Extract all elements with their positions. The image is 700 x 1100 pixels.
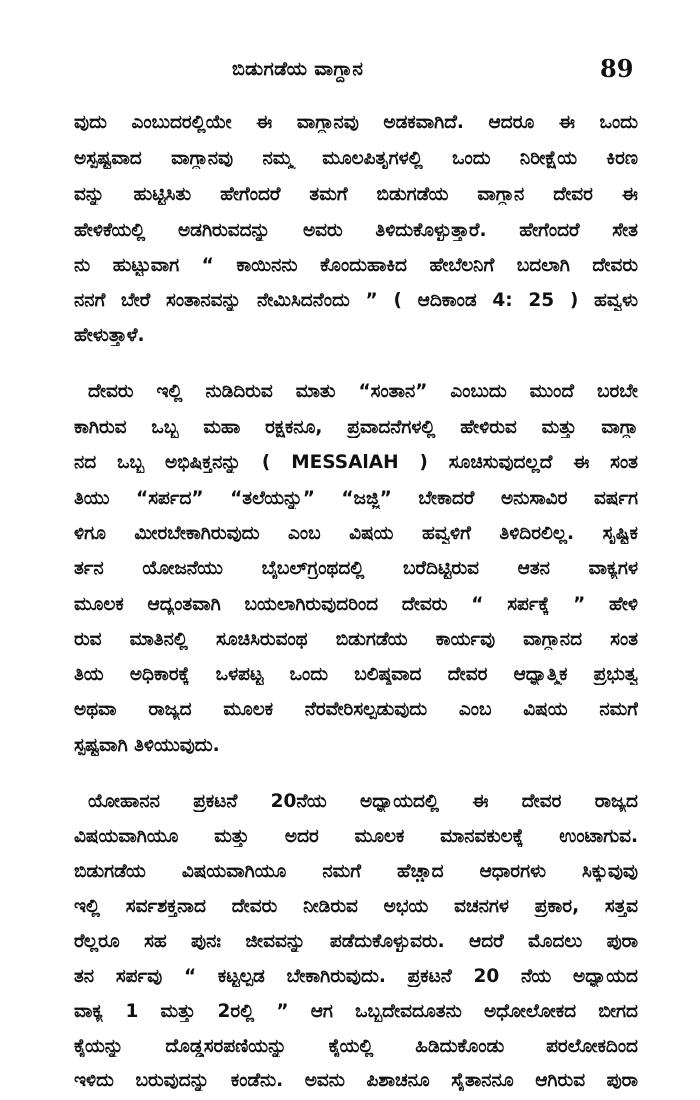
text-line: ಇಲ್ಲಿ ಸರ್ವಶಕ್ತನಾದ ದೇವರು ನೀಡಿರುವ ಅಭಯ ವಚನಗಳ ಪ್ರಕಾರ, ಸತ್ತವ [74, 898, 638, 917]
text-line: ರ್ತನ ಯೋಜನೆಯು ಬೈಬಲ್‌ಗ್ರಂಥದಲ್ಲಿ ಬರೆದಿಟ್ಟಿರುವ ಆತನ ವಾಕ್ಯಗಳ [74, 560, 638, 579]
text-line: ವನ್ನು ಹುಟ್ಟಿಸಿತು ಹೇಗೆಂದರೆ ತಮಗೆ ಬಿಡುಗಡೆಯ ವಾಗ್ದಾನ ದೇವರ ಈ [74, 186, 638, 205]
text-line: ಕಾಗಿರುವ ಒಬ್ಬ ಮಹಾ ರಕ್ಷಕನೂ, ಪ್ರವಾದನೆಗಳಲ್ಲಿ ಹೇಳಿರುವ ಮತ್ತು ವಾಗ್ದಾ [74, 419, 638, 438]
text-line: ತನ ಸರ್ಪವು “ ಕಟ್ಟಲ್ಪಡ ಬೇಕಾಗಿರುವುದು. ಪ್ರಕಟನೆ 20 ನೆಯ ಅಧ್ಯಾಯದ [74, 968, 638, 987]
text-line: ಅಥವಾ ರಾಜ್ಯದ ಮೂಲಕ ನೆರವೇರಿಸಲ್ಪಡುವುದು ಎಂಬ ವಿಷಯ ನಮಗೆ [74, 701, 638, 720]
text-line: ಬಿಡುಗಡೆಯ ವಿಷಯವಾಗಿಯೂ ನಮಗೆ ಹೆಚ್ಚಾದ ಆಧಾರಗಳು ಸಿಕ್ಕುವುವು [74, 863, 638, 882]
text-line: ಅಸ್ಪಷ್ಟವಾದ ವಾಗ್ದಾನವು ನಮ್ಮ ಮೂಲಪಿತೃಗಳಲ್ಲಿ ಒಂದು ನಿರೀಕ್ಷೆಯ ಕಿರಣ [74, 150, 638, 169]
text-line: ದೇವರು ಇಲ್ಲಿ ನುಡಿದಿರುವ ಮಾತು “ಸಂತಾನ” ಎಂಬುದು ಮುಂದೆ ಬರಬೇ [88, 383, 638, 402]
text-line: ಸ್ಪಷ್ಟವಾಗಿ ತಿಳಿಯುವುದು. [74, 737, 220, 756]
text-line: ವಿಷಯವಾಗಿಯೂ ಮತ್ತು ಅದರ ಮೂಲಕ ಮಾನವಕುಲಕ್ಕೆ ಉಂಟಾಗುವ. [74, 828, 638, 847]
running-head-title: ಬಿಡುಗಡೆಯ ವಾಗ್ದಾನ [232, 58, 364, 80]
text-line: ನನಗೆ ಬೇರೆ ಸಂತಾನವನ್ನು ನೇಮಿಸಿದನೆಂದು ” ( ಆದಿಕಾಂಡ 4: 25 ) ಹವ್ವಳು [74, 292, 638, 311]
text-line: ಮೂಲಕ ಆದ್ಯಂತವಾಗಿ ಬಯಲಾಗಿರುವುದರಿಂದ ದೇವರು “ ಸರ್ಪಕ್ಕೆ ” ಹೇಳಿ [74, 596, 638, 615]
text-line: ತಿಯು “ಸರ್ಪದ” “ತಲೆಯನ್ನು” “ಜಜ್ಜಿ” ಬೇಕಾದರೆ ಅನುಸಾವಿರ ವರ್ಷಗ [74, 490, 638, 509]
text-line: ಹೇಳುತ್ತಾಳೆ. [74, 327, 145, 346]
text-line: ನು ಹುಟ್ಟುವಾಗ “ ಕಾಯಿನನು ಕೊಂದುಹಾಕಿದ ಹೇಬೆಲನಿಗೆ ಬದಲಾಗಿ ದೇವರು [74, 257, 638, 276]
text-line: ಕೈಯನ್ನು ದೊಡ್ಡಸರಪಣಿಯನ್ನು ಕೈಯಲ್ಲಿ ಹಿಡಿದುಕೊಂಡು ಪರಲೋಕದಿಂದ [74, 1038, 638, 1057]
text-line: ರುವ ಮಾತಿನಲ್ಲಿ ಸೂಚಿಸಿರುವಂಥ ಬಿಡುಗಡೆಯ ಕಾರ್ಯವು ವಾಗ್ದಾನದ ಸಂತ [74, 631, 638, 650]
text-line: ಇಳಿದು ಬರುವುದನ್ನು ಕಂಡೆನು. ಅವನು ಪಿಶಾಚನೂ ಸೈತಾನನೂ ಆಗಿರುವ ಪುರಾ [74, 1072, 638, 1091]
text-line: ಹೇಳಿಕೆಯಲ್ಲಿ ಅಡಗಿರುವದನ್ನು ಅವರು ತಿಳಿದುಕೊಳ್ಳುತ್ತಾರೆ. ಹೇಗೆಂದರೆ ಸೇತ [74, 222, 638, 241]
text-line: ರೆಲ್ಲರೂ ಸಹ ಪುನಃ ಜೀವವನ್ನು ಪಡೆದುಕೊಳ್ಳುವರು. ಆದರೆ ಮೊದಲು ಪುರಾ [74, 933, 638, 952]
text-line: ನದ ಒಬ್ಬ ಅಭಿಷಿಕ್ತನನ್ನು ( MESSAlAH ) ಸೂಚಿಸುವುದಲ್ಲದೆ ಈ ಸಂತ [74, 454, 638, 473]
text-line: ವುದು ಎಂಬುದರಲ್ಲಿಯೇ ಈ ವಾಗ್ದಾನವು ಅಡಕವಾಗಿದೆ. ಆದರೂ ಈ ಒಂದು [74, 114, 638, 133]
text-line: ತಿಯ ಅಧಿಕಾರಕ್ಕೆ ಒಳಪಟ್ಟ ಒಂದು ಬಲಿಷ್ಠವಾದ ದೇವರ ಆಧ್ಯಾತ್ಮಿಕ ಪ್ರಭುತ್ವ [74, 666, 638, 685]
page-number: 89 [600, 54, 634, 83]
text-line: ಯೋಹಾನನ ಪ್ರಕಟನೆ 20ನೆಯ ಅಧ್ಯಾಯದಲ್ಲಿ ಈ ದೇವರ ರಾಜ್ಯದ [88, 793, 638, 812]
text-line: ಳಿಗೂ ಮೀರಬೇಕಾಗಿರುವುದು ಎಂಬ ವಿಷಯ ಹವ್ವಳಿಗೆ ತಿಳಿದಿರಲಿಲ್ಲ. ಸೃಷ್ಟಿಕ [74, 525, 638, 544]
text-line: ವಾಕ್ಯ 1 ಮತ್ತು 2ರಲ್ಲಿ ” ಆಗ ಒಬ್ಬದೇವದೂತನು ಅಧೋಲೋಕದ ಬೀಗದ [74, 1003, 638, 1022]
